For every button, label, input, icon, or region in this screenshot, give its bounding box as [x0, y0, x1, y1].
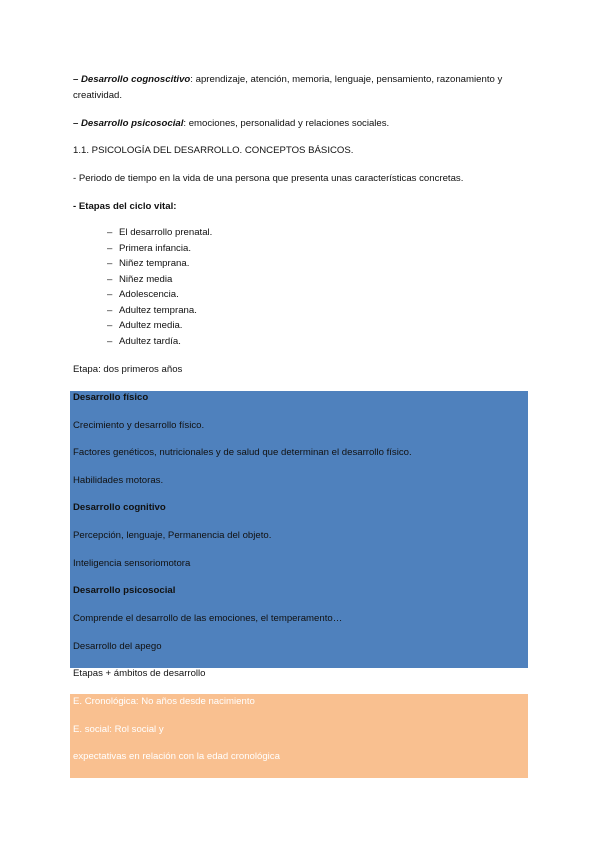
- list-item: – Niñez temprana.: [107, 258, 190, 269]
- list-item: – Adolescencia.: [107, 289, 179, 300]
- emotions-text: Comprende el desarrollo de las emociones, el temperamento…: [73, 613, 343, 624]
- cognitive-term: – Desarrollo cognoscitivo: [73, 74, 191, 85]
- physical-growth-text: Crecimiento y desarrollo físico.: [73, 420, 205, 431]
- perception-text: Percepción, lenguaje, Permanencia del objeto.: [73, 530, 272, 541]
- stages-list: [107, 227, 212, 351]
- stage-label: Etapa: dos primeros años: [73, 364, 183, 375]
- motor-skills-text: Habilidades motoras.: [73, 475, 164, 486]
- list-item: – El desarrollo prenatal.: [107, 227, 213, 238]
- list-item: – Primera infancia.: [107, 242, 191, 254]
- list-item: – Adultez temprana.: [107, 304, 197, 316]
- stages-heading: - Etapas del ciclo vital:: [73, 201, 177, 212]
- social-age-expectations-text: expectativas en relación con la edad cronológica: [73, 751, 280, 762]
- psychosocial-term: – Desarrollo psicosocial: [73, 118, 184, 129]
- section-title: 1.1. PSICOLOGÍA DEL DESARROLLO. CONCEPTOS BÁSICOS.: [73, 145, 354, 156]
- social-age-text: E. social: Rol social y: [73, 724, 164, 735]
- psychosocial-definition: : emociones, personalidad y relaciones sociales.: [183, 118, 390, 129]
- list-item: – Niñez media: [107, 273, 173, 285]
- psychosocial-line: [73, 118, 389, 130]
- list-item: – Adultez tardía.: [107, 335, 181, 347]
- cognitive-line-continuation: creatividad.: [73, 90, 123, 101]
- cognitive-development-heading: Desarrollo cognitivo: [73, 502, 166, 513]
- chronological-age-text: E. Cronológica: No años desde nacimiento: [73, 696, 255, 707]
- attachment-text: Desarrollo del apego: [73, 641, 162, 652]
- physical-development-heading: Desarrollo físico: [73, 392, 149, 403]
- cognitive-definition: : aprendizaje, atención, memoria, lenguaje, pensamiento, razonamiento y: [190, 74, 503, 85]
- period-definition: - Periodo de tiempo en la vida de una persona que presenta unas características concretas.: [73, 173, 464, 184]
- cognitive-line: [73, 74, 502, 86]
- ambitos-label: Etapas + ámbitos de desarrollo: [73, 668, 206, 679]
- psychosocial-development-heading: Desarrollo psicosocial: [73, 585, 176, 596]
- physical-factors-text: Factores genéticos, nutricionales y de salud que determinan el desarrollo físico.: [73, 447, 412, 458]
- list-item: – Adultez media.: [107, 320, 183, 331]
- sensorimotor-text: Inteligencia sensoriomotora: [73, 558, 191, 569]
